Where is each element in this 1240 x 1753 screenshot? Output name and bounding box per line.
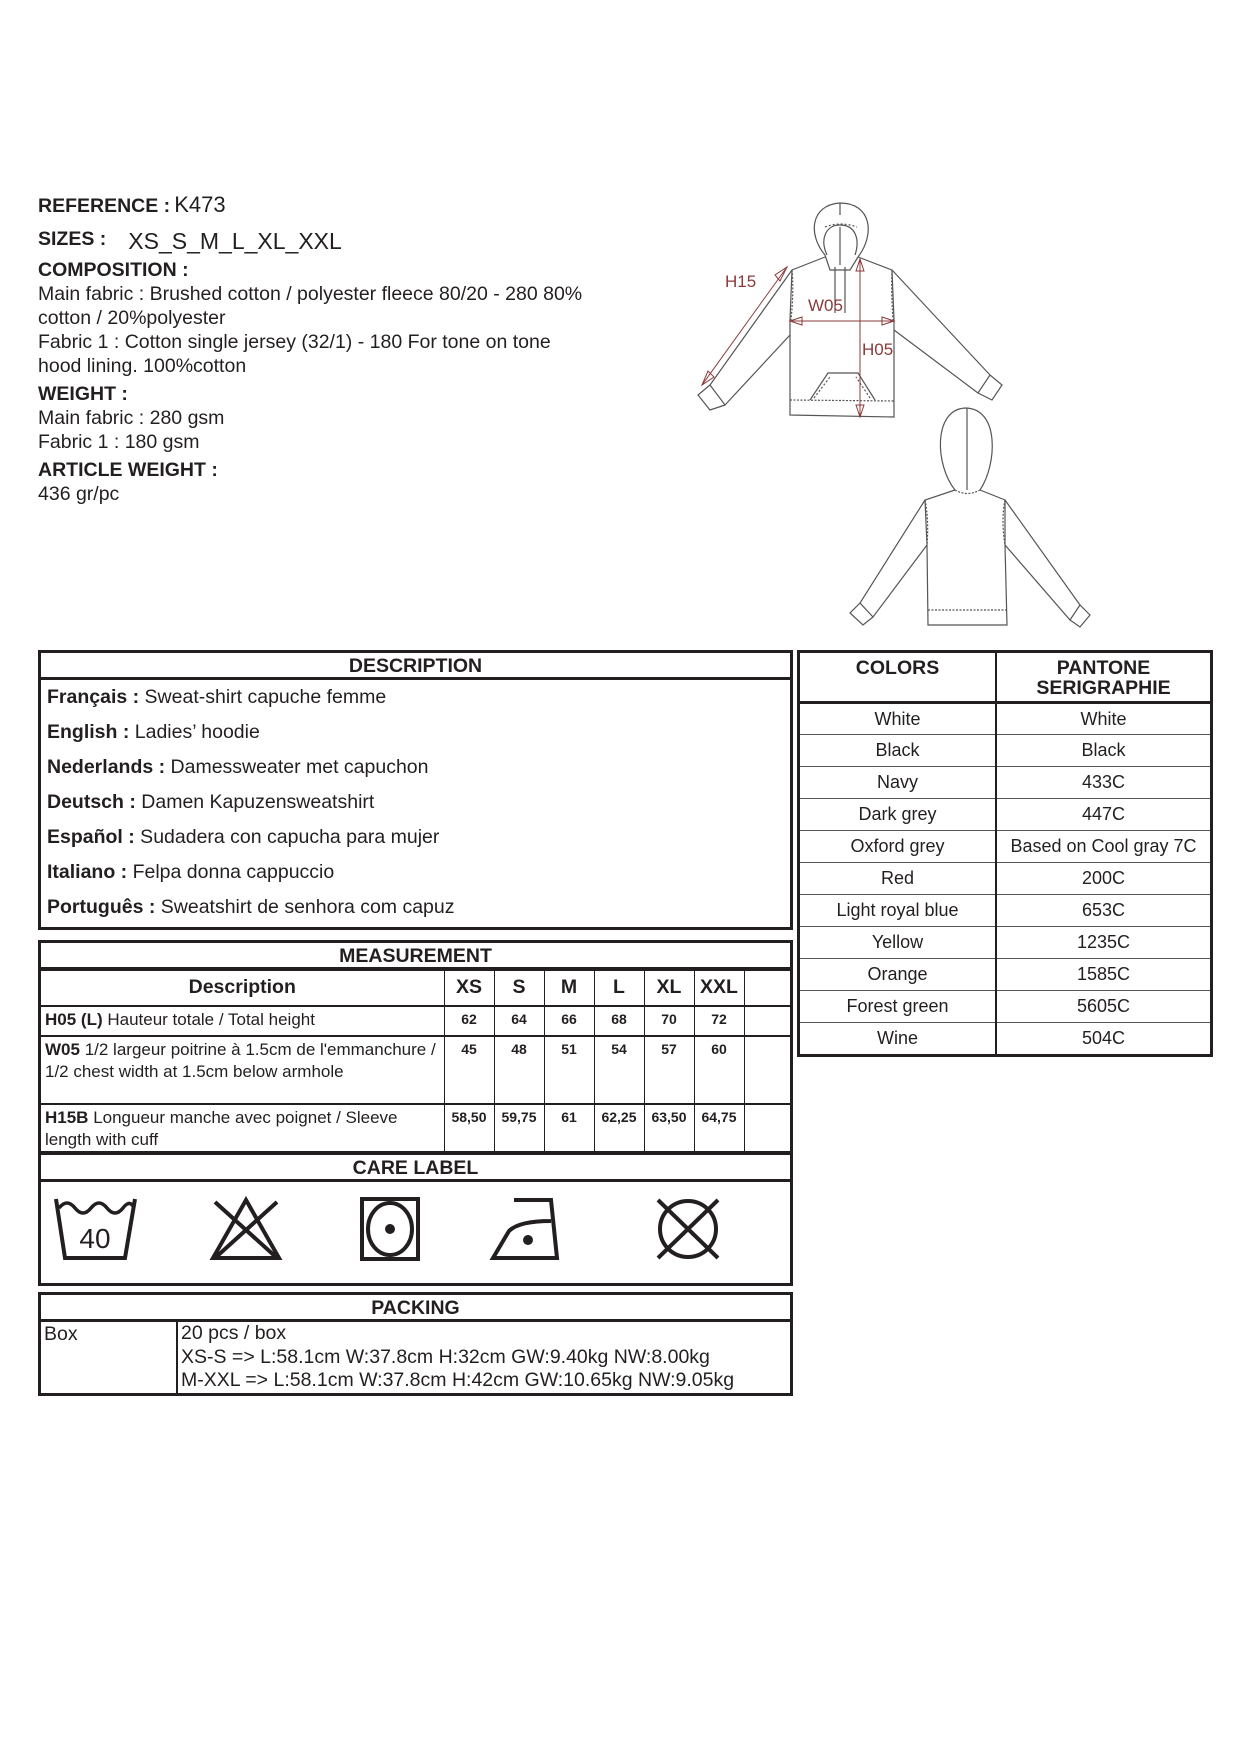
product-info (38, 192, 658, 506)
measurement-desc (41, 1036, 444, 1104)
article-weight-value: 436 gr/pc (38, 483, 120, 505)
measurement-value: 59,75 (494, 1104, 544, 1151)
composition-label: COMPOSITION : (38, 259, 189, 281)
pantone-value: 433C (996, 766, 1210, 798)
pantone-value: 504C (996, 1022, 1210, 1054)
measurement-value: 58,50 (444, 1104, 494, 1151)
lang-label: Português : (47, 896, 156, 918)
measurement-code: W05 (45, 1039, 80, 1059)
measurement-text: Longueur manche avec poignet / Sleeve length with cuff (45, 1107, 398, 1149)
measurement-value: 62,25 (594, 1104, 644, 1151)
lang-text: Damen Kapuzensweatshirt (135, 791, 375, 813)
care-label-section (38, 1152, 793, 1286)
measurement-row (41, 1006, 790, 1036)
iron-low-icon (489, 1196, 579, 1262)
do-not-dry-clean-icon (653, 1196, 723, 1262)
lang-text: Sweat-shirt capuche femme (139, 686, 387, 708)
color-name: Yellow (800, 926, 996, 958)
measurement-value: 68 (594, 1006, 644, 1036)
measurement-value: 54 (594, 1036, 644, 1104)
description-item (41, 785, 790, 820)
color-name: Light royal blue (800, 894, 996, 926)
color-name: Oxford grey (800, 830, 996, 862)
composition-line: hood lining. 100%cotton (38, 355, 247, 377)
col-size: XXL (694, 971, 744, 1006)
color-row (800, 958, 1210, 990)
colors-header: COLORS (800, 653, 996, 702)
measurement-desc (41, 1104, 444, 1151)
lang-text: Damessweater met capuchon (165, 756, 429, 778)
packing-section (38, 1292, 793, 1396)
color-row (800, 702, 1210, 734)
description-item (41, 820, 790, 855)
lang-label: Français : (47, 686, 140, 708)
weight-line: Main fabric : 280 gsm (38, 407, 225, 429)
measurement-section (38, 940, 793, 1154)
packing-details (178, 1322, 734, 1393)
description-section (38, 650, 793, 930)
pantone-header: PANTONE SERIGRAPHIE (996, 653, 1210, 702)
lang-text: Sweatshirt de senhora com capuz (155, 896, 455, 918)
pantone-value: 1235C (996, 926, 1210, 958)
h05-label: H05 (862, 340, 894, 359)
color-row (800, 990, 1210, 1022)
measurement-value: 63,50 (644, 1104, 694, 1151)
packing-line: M-XXL => L:58.1cm W:37.8cm H:42cm GW:10.65kg NW:9.05kg (181, 1369, 735, 1391)
description-title: DESCRIPTION (41, 653, 790, 680)
measurement-desc (41, 1006, 444, 1036)
packing-title: PACKING (41, 1295, 790, 1322)
hoodie-back-drawing (815, 405, 1145, 635)
measurement-value: 51 (544, 1036, 594, 1104)
color-name: Dark grey (800, 798, 996, 830)
col-size: XS (444, 971, 494, 1006)
measurement-value: 66 (544, 1006, 594, 1036)
measurement-value: 57 (644, 1036, 694, 1104)
lang-text: Ladies’ hoodie (129, 721, 260, 743)
measurement-text: 1/2 largeur poitrine à 1.5cm de l'emmanchure / 1/2 chest width at 1.5cm below armhole (45, 1039, 436, 1081)
pantone-value: 653C (996, 894, 1210, 926)
description-item (41, 680, 790, 715)
lang-label: Italiano : (47, 861, 128, 883)
reference-row (38, 192, 658, 224)
measurement-value: 72 (694, 1006, 744, 1036)
lang-label: Nederlands : (47, 756, 166, 778)
lang-text: Felpa donna cappuccio (127, 861, 335, 883)
care-label-title: CARE LABEL (41, 1155, 790, 1182)
color-row (800, 1022, 1210, 1054)
color-row (800, 894, 1210, 926)
pantone-value: White (996, 702, 1210, 734)
packing-label: Box (41, 1322, 178, 1393)
h15-label: H15 (725, 272, 757, 291)
measurement-value: 70 (644, 1006, 694, 1036)
w05-label: W05 (808, 296, 843, 315)
svg-text:40: 40 (79, 1223, 111, 1254)
weight-label: WEIGHT : (38, 383, 128, 405)
measurement-header-row (41, 971, 790, 1006)
measurement-value: 60 (694, 1036, 744, 1104)
measurement-value: 62 (444, 1006, 494, 1036)
col-description: Description (41, 971, 444, 1006)
pantone-value: 5605C (996, 990, 1210, 1022)
col-blank (744, 971, 790, 1006)
color-name: Navy (800, 766, 996, 798)
description-item (41, 750, 790, 785)
pantone-value: 200C (996, 862, 1210, 894)
article-weight-label: ARTICLE WEIGHT : (38, 459, 218, 481)
reference-label: REFERENCE : (38, 195, 171, 217)
lang-label: Español : (47, 826, 135, 848)
lang-text: Sudadera con capucha para mujer (134, 826, 440, 848)
col-size: XL (644, 971, 694, 1006)
measurement-value: 64,75 (694, 1104, 744, 1151)
sizes-value: XS_S_M_L_XL_XXL (128, 228, 342, 254)
sizes-row (38, 224, 658, 258)
color-row (800, 830, 1210, 862)
composition-line: cotton / 20%polyester (38, 307, 226, 329)
measurement-value: 61 (544, 1104, 594, 1151)
col-size: L (594, 971, 644, 1006)
lang-label: Deutsch : (47, 791, 136, 813)
packing-line: 20 pcs / box (181, 1322, 287, 1344)
lang-label: English : (47, 721, 130, 743)
col-size: M (544, 971, 594, 1006)
color-name: Black (800, 734, 996, 766)
color-row (800, 798, 1210, 830)
color-row (800, 734, 1210, 766)
measurement-text: Hauteur totale / Total height (102, 1009, 315, 1029)
description-item (41, 890, 790, 925)
color-name: Forest green (800, 990, 996, 1022)
color-name: White (800, 702, 996, 734)
measurement-code: H15B (45, 1107, 89, 1127)
do-not-bleach-icon (209, 1196, 283, 1262)
color-row (800, 862, 1210, 894)
pantone-value: 1585C (996, 958, 1210, 990)
color-name: Red (800, 862, 996, 894)
pantone-value: Based on Cool gray 7C (996, 830, 1210, 862)
packing-line: XS-S => L:58.1cm W:37.8cm H:32cm GW:9.40kg NW:8.00kg (181, 1345, 710, 1368)
measurement-code: H05 (L) (45, 1009, 103, 1029)
tumble-dry-low-icon (359, 1196, 421, 1262)
description-item (41, 715, 790, 750)
description-item (41, 855, 790, 890)
sizes-label: SIZES : (38, 228, 107, 250)
measurement-value: 45 (444, 1036, 494, 1104)
hoodie-front-drawing (680, 195, 1020, 430)
composition-line: Fabric 1 : Cotton single jersey (32/1) - 180 For tone on tone (38, 331, 551, 353)
pantone-value: Black (996, 734, 1210, 766)
measurement-row (41, 1036, 790, 1104)
measurement-value: 48 (494, 1036, 544, 1104)
measurement-value: 64 (494, 1006, 544, 1036)
color-name: Wine (800, 1022, 996, 1054)
pantone-value: 447C (996, 798, 1210, 830)
col-size: S (494, 971, 544, 1006)
colors-table (797, 650, 1213, 1057)
colors-header-row (800, 653, 1210, 702)
measurement-row (41, 1104, 790, 1151)
measurement-title: MEASUREMENT (41, 943, 790, 970)
color-name: Orange (800, 958, 996, 990)
composition-line: Main fabric : Brushed cotton / polyester fleece 80/20 - 280 80% (38, 283, 583, 305)
color-row (800, 926, 1210, 958)
wash-40-icon (53, 1196, 139, 1262)
color-row (800, 766, 1210, 798)
reference-value: K473 (174, 192, 226, 217)
weight-line: Fabric 1 : 180 gsm (38, 431, 200, 453)
